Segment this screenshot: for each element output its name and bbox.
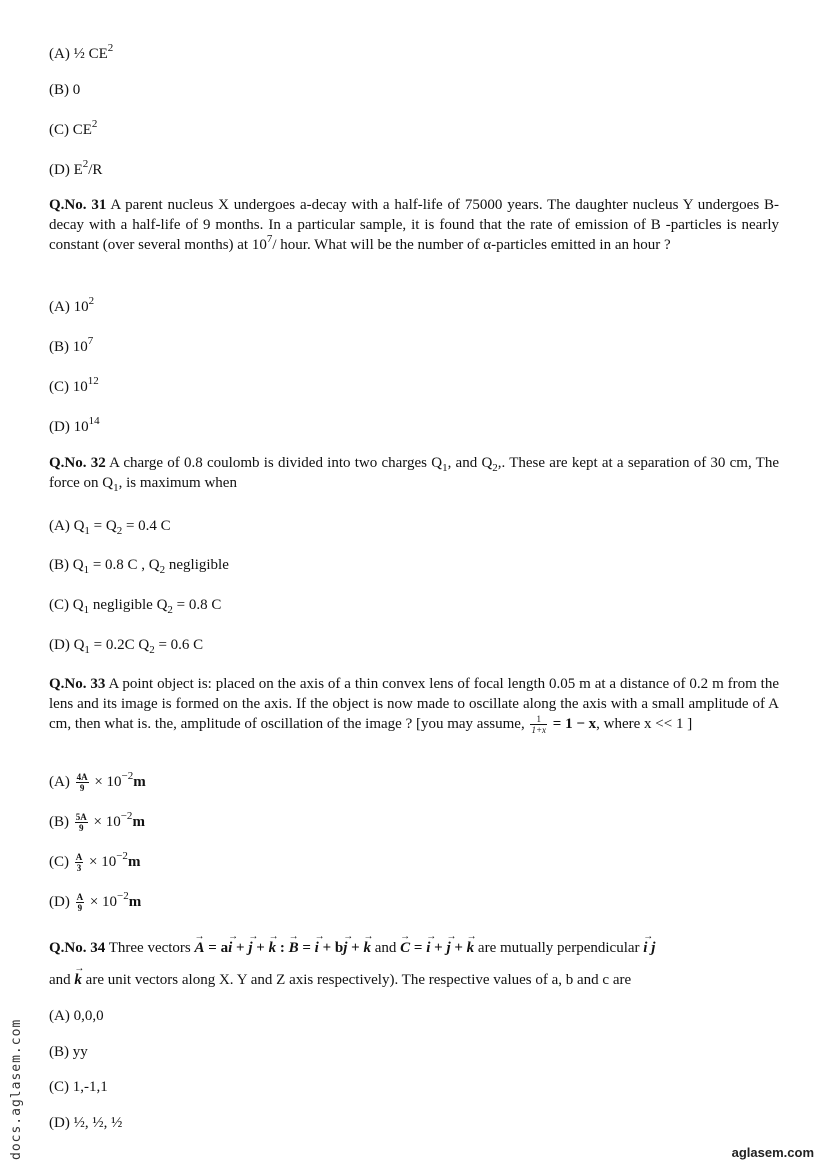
question-number: Q.No. 31 [49,197,107,213]
q33-option-a: (A) $\frac{4A}{9}$ × $10^{-2}m$ [49,770,146,794]
question-34-line-1: Q.No. 34 Three vectors → A = a→ i + → j + → k : → B = → i + b→ j + → k and → C = → i + → j + → k are mutually perpendicular → i j [49,938,789,958]
side-watermark: docs.aglasem.com [9,1018,24,1160]
question-number: Q.No. 34 [49,940,106,956]
q31-option-a: (A) $10^2$ [49,295,95,315]
q34-option-c: (C) 1,-1,1 [49,1079,108,1095]
assumption-fraction: $\frac{1}{1+x}$ [531,714,547,736]
prev-option-b: (B) 0 [49,82,81,98]
question-32: Q.No. 32 A charge of 0.8 coulomb is divided into two charges $Q_1$, and $Q_2$,. These are kept at a separation of 30 cm, The force on $Q_1$, is maximum when [49,455,779,494]
q31-option-b: (B) $10^7$ [49,335,94,355]
prev-option-c: (C) $CE^2$ [49,118,98,138]
q31-option-d: (D) $10^{14}$ [49,415,100,435]
q34-option-d: (D) ½, ½, ½ [49,1115,123,1131]
question-number: Q.No. 32 [49,455,106,471]
question-31: Q.No. 31 A parent nucleus X undergoes a-decay with a half-life of 75000 years. The daughter nucleus Y undergoes B-decay with a half-life of 9 months. In a particular sample, it is found that the rate of emission of B -particles is nearly constant (over several months) at $10^7/$ hour. What will be the number of α-particles emitted in an hour ? [49,197,779,253]
q31-option-c: (C) $10^{12}$ [49,375,99,395]
q34-option-b: (B) yy [49,1044,88,1060]
q32-option-b: (B) $Q_1 = 0.8$ C , $Q_2$ negligible [49,557,229,576]
prev-option-d: (D) $E^2/R$ [49,158,103,178]
q32-option-c: (C) $Q_1$ negligible $Q_2 = 0.8$ C [49,597,222,616]
q33-option-b: (B) $\frac{5A}{9}$ × $10^{-2}m$ [49,810,145,834]
footer-brand: aglasem.com [731,1145,814,1160]
q32-option-d: (D) $Q_1 = 0.2C$ $Q_2 = 0.6$ C [49,637,204,656]
question-33: Q.No. 33 A point object is: placed on the axis of a thin convex lens of focal length 0.05 m at a distance of 0.2 m from the lens and its image is formed on the axis. If the object is now made to oscillate along the axis with a small amplitude of A cm, then what is. the, amplitude of oscillation of the image ? [you may assume, $\frac{1}{1+x}$ = 1 − x, where x << 1 ] [49,676,780,736]
question-34-line-2: and → k are unit vectors along X. Y and Z axis respectively). The respective values of a, b and c are [49,970,779,990]
q33-option-c: (C) $\frac{A}{3}$ × $10^{-2}m$ [49,850,141,874]
prev-option-a: (A) ½ $CE^2$ [49,42,114,62]
q34-option-a: (A) 0,0,0 [49,1008,104,1024]
q32-option-a: (A) $Q_1 = Q_2 = 0.4$ C [49,518,171,537]
question-number: Q.No. 33 [49,676,106,692]
q33-option-d: (D) $\frac{A}{9}$ × $10^{-2}m$ [49,890,142,914]
